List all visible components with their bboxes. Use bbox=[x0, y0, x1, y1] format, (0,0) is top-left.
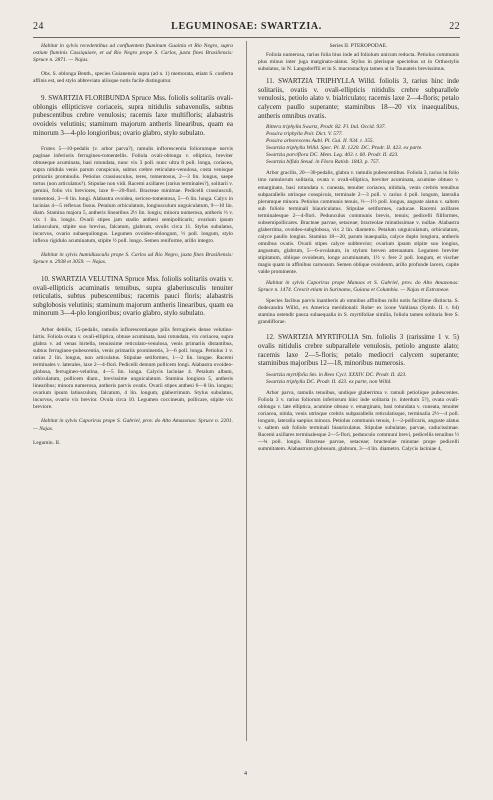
species-heading-11: 11. SWARTZIA TRIPHYLLA Willd. foliolis 3, rarius hinc inde solitariis, ovatis v. ovali-ellipticis nitidulis crebre subparallele venulosis, petiolo alato v. bialriculato; racemis laxe 2—4-floris; petalo calycem paullo superante; staminibus 18—20 vix inaequalibus, antheris omnibus ovatis. bbox=[258, 77, 459, 120]
habitat-10: Habitat in sylvis Caporiras prope S. Gabriel, prov. do Alto Amazonas: Spruce n. 2201. — Najas. bbox=[33, 418, 233, 432]
synonym-line: Swartzia triphylla Willd. Spec. Pl. II. 1220. DC. Prodr. II. 423. ex parte. bbox=[266, 145, 423, 152]
right-column bbox=[258, 43, 459, 453]
synonym-line: Swartzia parviflora DC. Mem. Leg. 403. t. 60. Prodr. II. 423. bbox=[266, 152, 399, 159]
left-column bbox=[33, 43, 233, 447]
synonym-line: Swartzia triphylla DC. Prodr. II. 423. ex parte, non Willd. bbox=[266, 378, 392, 385]
synonymy-11 bbox=[258, 124, 459, 166]
page-number-left: 24 bbox=[33, 21, 44, 32]
running-title: LEGUMINOSAE: SWARTZIA. bbox=[171, 21, 322, 32]
habitat-11: Habitat in sylvis Caporiras prope Manaos et S. Gabriel, prov. do Alto Amazonas: Spruce n. 1474. Crescit etiam in Surinamo, Guiana et Columbia. — Najas et Extraneae. bbox=[258, 280, 459, 294]
habitat-9: Habitat in sylvis humidiusculis prope S. Carlos ad Rio Negro, juxta fines Brasiliensis: Spruce n. 2938 et 3059. — Najas. bbox=[33, 251, 233, 265]
synonym-line: Swartzia bifida Steud. in Flora Ratisb. 1843. p. 757. bbox=[266, 159, 380, 166]
synonym-line: Swartzia myrtifolia Sm. in Rees Cycl. XXXIV. DC. Prodr. II. 423. bbox=[266, 371, 407, 378]
series-description: Foliola numerosa, rarius folia bius inde ad foliolum unicum reducta. Petiolus communis plus minus inter juga marginato-alatus. Stylus in plerisque speciebus ut in Orthostylis subulatus, in N. Langsdorffii et in S. macrostachya tamen ut in Tounateis brevissimus. bbox=[258, 52, 459, 73]
series-title: Series II. PTEROPODAE. bbox=[329, 43, 388, 49]
species-heading-10: 10. SWARTZIA VELUTINA Spruce Mss. foliolis solitariis ovatis v. ovali-ellipticis acuminatis tenuibus, supra glaberiusculis tenuiter reticulatis, subtus pubescentibus; racemis pauci floris; alabastris subglobosis velutinis; staminum majorum antheris linearibus, quam ea minorum 3—4-plo longioribus; ovario glabro, stylo subulato. bbox=[33, 274, 233, 318]
species-description-10: Arbor debilis, 15-pedalis, ramulis inflorescentiaque pilis ferrugineis dense velutino-hirtis. Foliola ovata v. ovali-elliptica, obtuse acuminata, basi rotundata, vix coriacea, supra glabra v. ad venas hirtella, tenuissime reticulato-venulosa, venis primariis distantibus, subtus ferrugineo-pubescentia, venis primariis prominentis, 3—6 poll. longa. Petiolus 1 v. rarius 2 lin. longus, non articulatus. Stipulae setiformes, 1—2 lin. longae. Racemi terminales v. laterales, laxe 2—4-flori. Pedicelli demum pollicem longi. Alabastra ovoideo-globosa, ferrugineo-velutina, 4—5 lin. longa. Calycis laciniae 4. Petalum album, orbiculatum, pollicem diam., brevissime unguiculatum. Stamina longiora 5, antheris linearibus; minora numerosa, antheris parvis ovatis. Ovarii stipes anthesi 6—8 lin. longus; ovarium ipsum latiusculum, falcatum, 4 lin. longum, glaberrimum. Stylus subulatus, incurvus, ovario vix brevior. Ovula circa 10. Legumen coccineum, pollicare, stipite vix breviore. bbox=[33, 326, 233, 411]
species-heading-9: 9. SWARTZIA FLORIBUNDA Spruce Mss. foliolis solitariis ovali-oblongis ellipticisve coriaceis, supra nitidulis subavenulis, subtus pubescentibus crebre venulosis; racemis laxe multifloris; alabastris ovoideis velutinis; staminum majorum antheris linearibus, quam ea minorum 3—4-plo longioribus; ovario glabro, stylo subulato. bbox=[33, 94, 233, 137]
synonym-line: Possira triphylla Poir. Dict. V. 577. bbox=[266, 131, 343, 138]
species-description-9: Frutex 5—10-pedalis (v. arbor parva?), ramulis inflorescentia foliorumque nervis paginae inferioris ferrugineo-tomentellis. Foliola ovali-oblonga v. elliptica, breviter obtuseque acuminata, basi rotundata, nunc vix 3 poll. nunc ultra 8 poll. longa, coriacea, supra nitidula venis parum conspicuis, subtus crebre reticulato-venulosa, costa venisque primariis prominulis. Petiolus crassiusculus, teres, tomentosus, 2—3 lin. longus, saepe tortus (non articulatus?). Stipulae non vidi. Racemi axillares (rarius terminales?), solitarii v. gemini, folio vix breviores, laxe 8—20-flori. Bracteae minimae. Pedicelli crassiusculi, tomentosi, 3—6 lin. longi. Alabastra ovoidea, sericeo-tomentosa, 5—6 lin. longa. Calyx in lacinias 4—5 reflexas fissus. Petalum orbiculatum, longiusculum unguiculatum, 9—10 lin. diam. Stamina majora 5, antheris linearibus 2½ lin. longis; minora numerosa, antheris ⅔ v. vix 1 lin. longis. Ovarii stipes jam stadio anthesi semipollicaris; ovarium ipsum latiusculum, stipite suo brevius, falcatum, glabrum, ovulis circa 11. Stylus subulatus, incurvus, ovario subaequilongus. Legumen ovoideo-oblongum, ½ poll. longum, stylo inflexo rigidulo acuminatum, stipite ½ poll. longo. Semen reniforme, arillo integro. bbox=[33, 146, 233, 244]
running-header bbox=[33, 21, 460, 37]
signature-mark: Legumin. II. bbox=[33, 439, 61, 446]
species-heading-12: 12. SWARTZIA MYRTIFOLIA Sm. foliolis 3 (rarissime 1 v. 5) ovalis nitidulis crebre subparallele venulosis, petiolo anguste alato; racemis laxe 2—5-floris; petalo mediocri calycem superante; staminibus majoribus 12—18, minoribus numerosis. bbox=[258, 333, 459, 368]
habitat-note: Habitat in sylvis recedentibus ad confluentem fluminum Guainia et Rio Negro, supra ostium fluminis Cassiquiare, et ad Rio Negro prope S. Carlos, juxta fines Brasiliensis: Spruce n. 2871. — Najas. bbox=[33, 43, 233, 64]
header-rule bbox=[33, 37, 460, 38]
page-number-right: 22 bbox=[449, 21, 460, 32]
synonym-line: Possira arborescens Aubl. Pl. Gui. II. 934. t. 355. bbox=[266, 138, 374, 145]
observation-note: Obs. S. oblonga Benth., species Guianensis supra (ad n. 1) memorata, etiam S. conferta affinis est, sed stylo abbreviato aliisque notis facile distinguitur. bbox=[33, 71, 233, 85]
synonymy-12 bbox=[258, 372, 459, 386]
footer-mark: 4 bbox=[244, 771, 247, 777]
observation-11: Species facibus parvis inantheris ab omnibus affinibus mihi notis facillime distincta. S. dodecandra Willd., ex America meridionali: Roheᵃ ex icone Vahliana (Symb. II. t. 64) stamina ostendit pauca subaequalia in S. myrtifoliae similia, foliola tamen solitaria fere S. grandiflorae. bbox=[258, 298, 459, 326]
synonym-line: Rittera triphylla Swartz, Prodr. 82. Fl. Ind. Occid. 937. bbox=[266, 124, 386, 131]
column-divider bbox=[246, 41, 247, 741]
species-description-12: Arbor parva, ramulis tenuibus, undique glaberrima v. ramuli petiolique pubescentes. Foliola 3 v. rarius foliorum inferiorum hinc inde solitaria (v. interdum 5?), ovata ovali-oblonga v. late elliptica, acumine obtuso v. emarginato, basi rotundata v. cuneata, tenuiter coriacea, nitida, venis utrinque crebris subparallelis reticulatisque, terminalia 2½—4 poll. longum, lateralia saepius minora. Petiolus communis tenuis, 1—2-pollicaris, anguste alatus v. saltem sub foliolo terminali biauriculatus. Stipulae subulatae, parvae, caducissimae. Racemi axillares terminalesque 2—5-flori, pedunculo communi brevi, pedicellis tenuibus ½—¾ poll. longis. Bracteae parvae, setaceae; bracteolae minutae prope pedicelli summitatem. Alabastrum globosum, glabrum, 3—4 lin. diametro. Calycis laciniae 4, bbox=[258, 389, 459, 453]
species-description-11: Arbor gracilis, 20—30-pedalis, glabra v. ramulis pubescentibus. Foliola 3, rarius in folio imo ramulorum solitaria, ovata v. ovali-elliptica, breviter acuminata, acumine obtuso v. emarginato, basi rotundata v. cuneata, tenuiter coriacea, nitidula, venis crebris tenuibus subparallelis utrinque conspicuis, terminale 2—3 poll. v. rarius 4 poll. longum, lateralia plerumque minora. Petiolus communis tenuis, ½—1½ poll. longus, anguste alatus v. saltem sub foliolo terminali biauriculatus. Stipulae setiformes, caducae. Racemi axillares terminalesque 2—4-flori. Pedunculus communis brevis, tenuis; pedicelli filiformes, subsemipollicares. Bracteae parvae, setaceae; bracteolae minutissimae v. nullae. Alabastra glaberrima, ovoideo-subglobosa, vix 2 lin. diametro. Petalum unguiculatum, orbiculatum, calyce paullo longius. Stamina 18—20, parum inaequalia, calyce duplo longiora, antheris omnibus ovatis. Ovarii stipes calyce subbrevior; ovarium ipsum stipite suo longius, angustum, glabrum, 5—6-ovulatum, in stylum breven attenuatum. Legumen breviter stipitatum, oblique ovoideum, longe acuminatum, 1½ v. fere 2 poll. longum, et vischer magis quam in affinibus carnosum. Semen oblique ovoideum, arillo profunde lacero, capite valde prominente. bbox=[258, 170, 459, 276]
